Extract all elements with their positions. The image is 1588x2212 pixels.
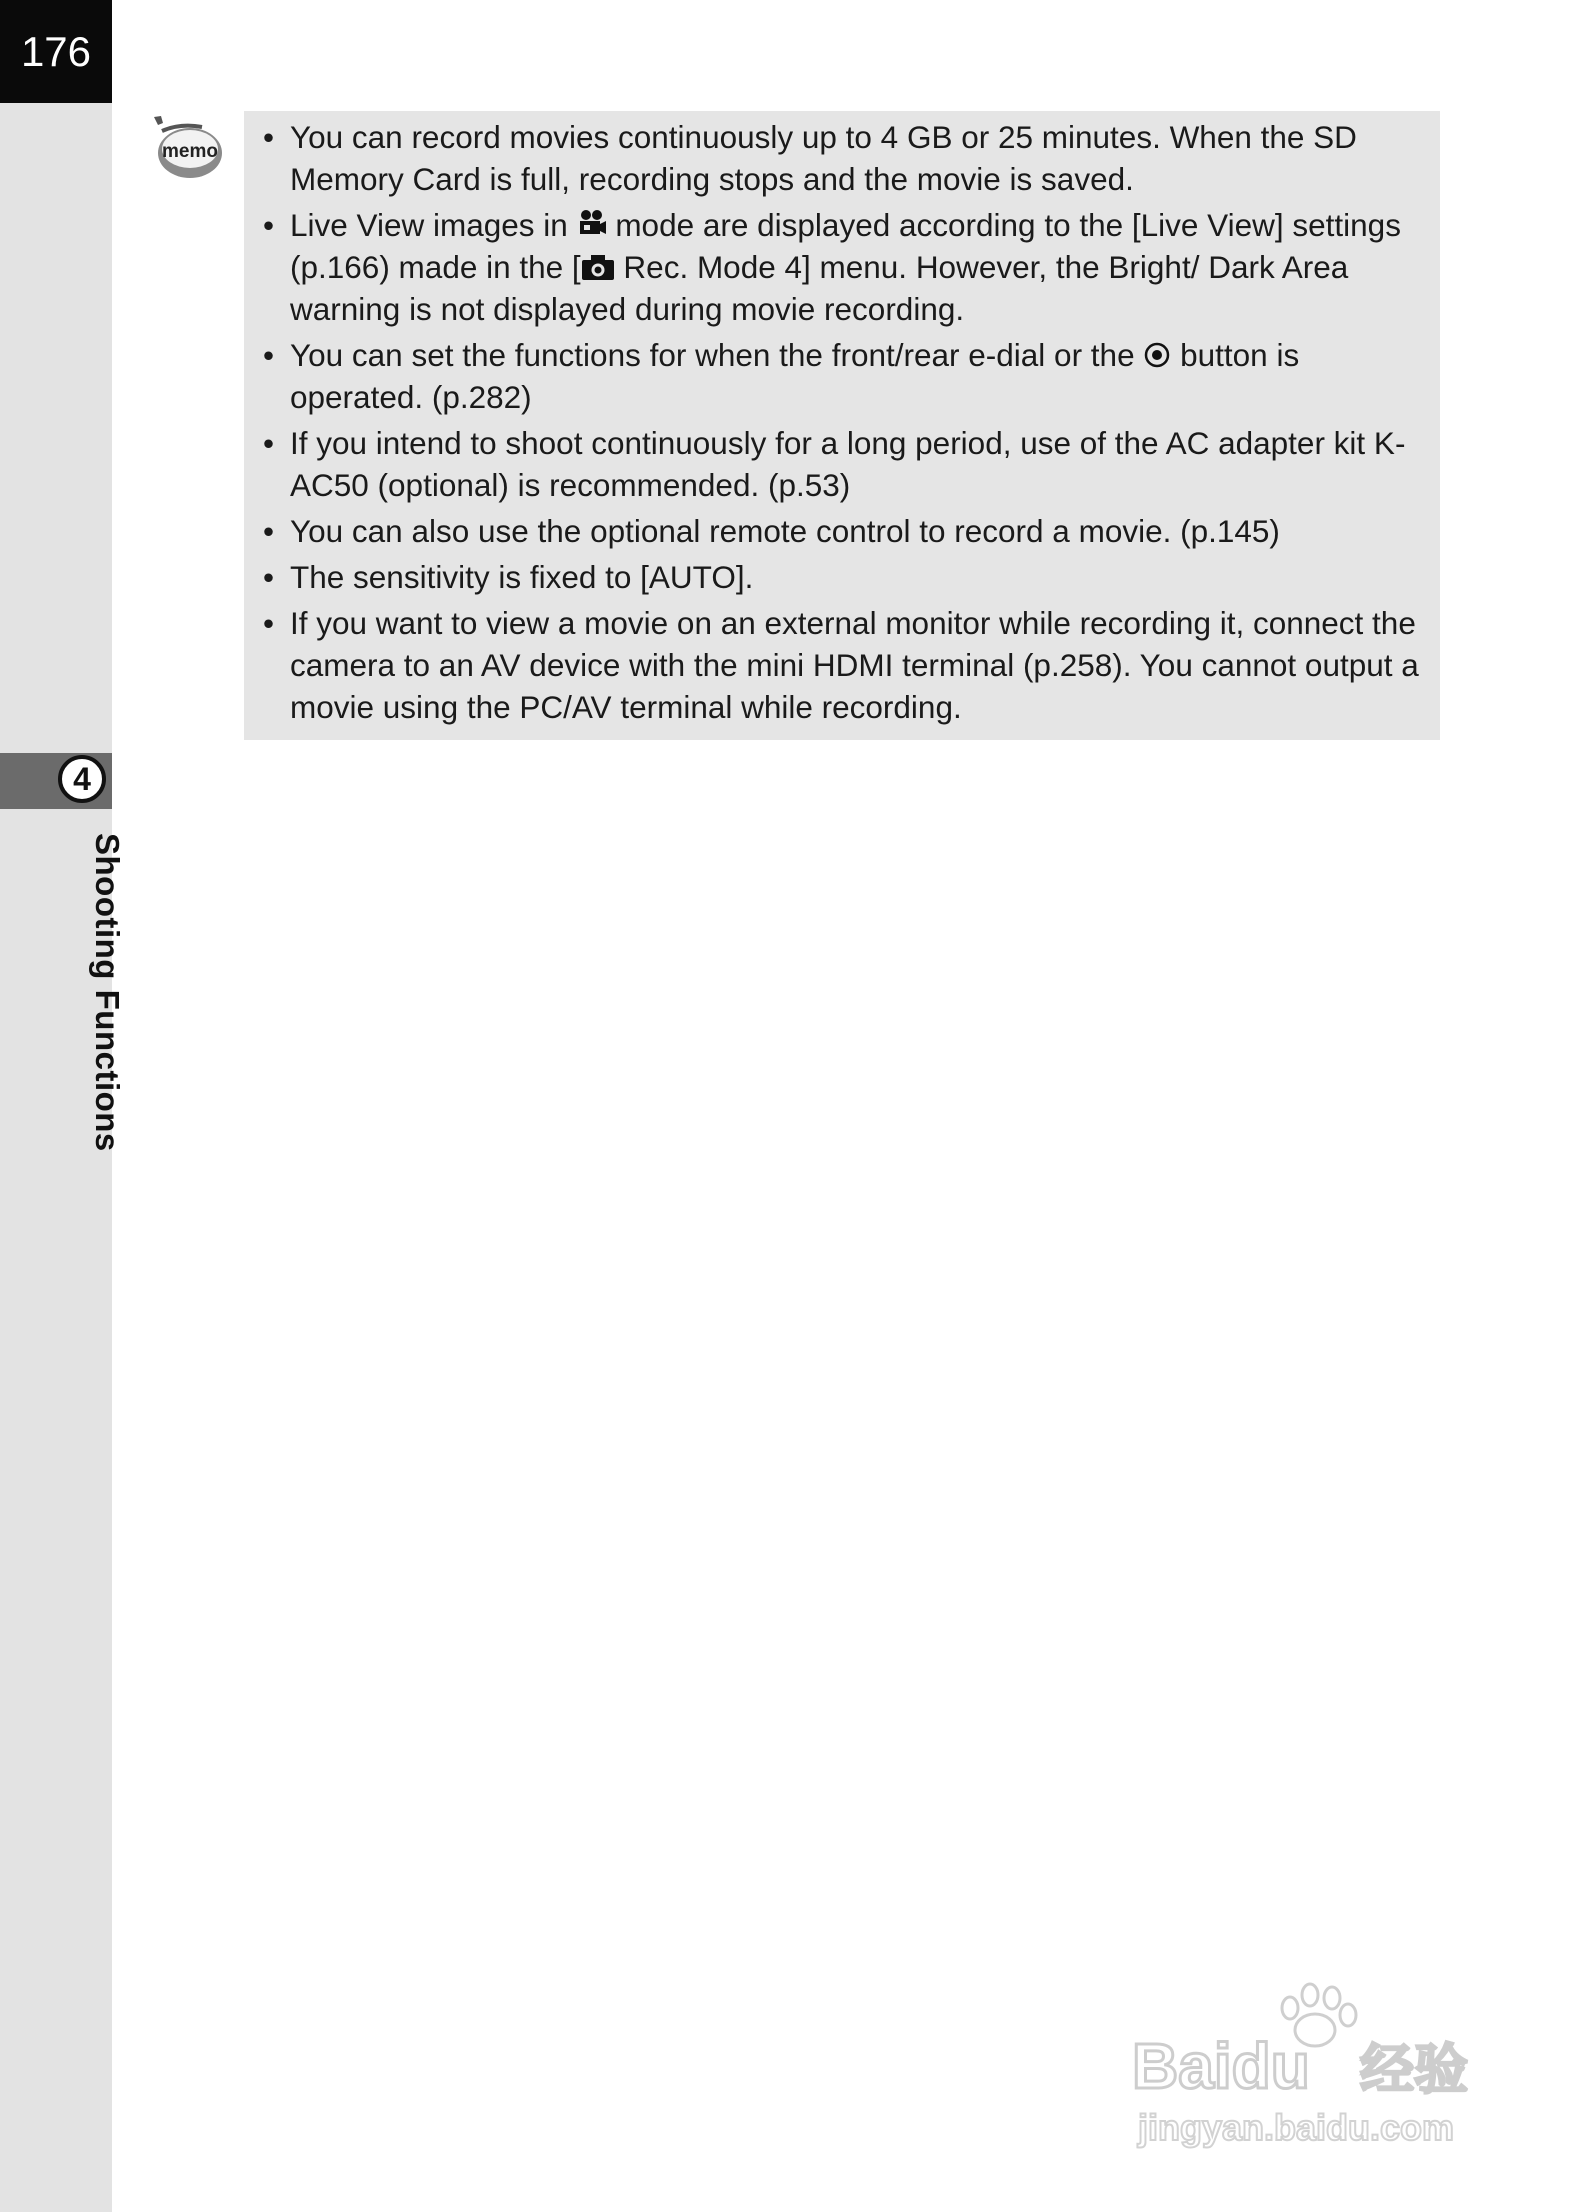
ok-button-icon (1143, 341, 1171, 369)
memo-item-6 (259, 556, 1422, 598)
memo-item-4 (259, 422, 1422, 506)
memo-item-5-text: You can also use the optional remote control to record a movie. (p.145) (290, 513, 1280, 549)
page-number (0, 0, 112, 103)
memo-item-3-text-a: You can set the functions for when the front/rear e-dial or the (290, 337, 1144, 373)
memo-item-6-text: The sensitivity is fixed to [AUTO]. (290, 559, 754, 595)
memo-item-2-text-c: Rec. Mode 4] menu. However, the Bright/ Dark Area warning is not displayed during movie recording. (290, 249, 1349, 327)
memo-list (259, 116, 1422, 728)
chapter-number-badge (58, 755, 106, 803)
chapter-title: Shooting Functions (89, 833, 126, 1152)
camera-icon (581, 253, 615, 281)
memo-item-4-text: If you intend to shoot continuously for a long period, use of the AC adapter kit K-AC50 (optional) is recommended. (p.53) (290, 425, 1406, 503)
memo-item-3-text-b: button is operated. (p.282) (290, 337, 1300, 415)
memo-item-1 (259, 116, 1422, 200)
baidu-watermark (1120, 1960, 1500, 2160)
watermark-url: jingyan.baidu.com (1138, 2107, 1455, 2148)
watermark-suffix: 经验 (1360, 2038, 1468, 2101)
memo-icon-label: memo (162, 141, 218, 162)
memo-item-2-text-a: Live View images in (290, 207, 577, 243)
memo-item-3 (259, 334, 1422, 418)
memo-item-2-text-b: mode are displayed according to the [Live View] settings (p.166) made in the [ (290, 207, 1401, 285)
memo-item-7-text: If you want to view a movie on an external monitor while recording it, connect the camera to an AV device with the mini HDMI terminal (p.258). You cannot output a movie using the PC/AV terminal while recording. (290, 605, 1419, 725)
memo-item-5 (259, 510, 1422, 552)
memo-item-7 (259, 602, 1422, 728)
watermark-brand: Baidu (1132, 2030, 1310, 2102)
page-number-text: 176 (20, 27, 92, 75)
memo-icon (150, 115, 224, 181)
memo-item-2 (259, 204, 1422, 330)
movie-mode-icon (577, 209, 607, 239)
memo-box (244, 111, 1440, 740)
memo-item-1-text: You can record movies continuously up to 4 GB or 25 minutes. When the SD Memory Card is full, recording stops and the movie is saved. (290, 119, 1357, 197)
chapter-number: 4 (73, 760, 91, 797)
